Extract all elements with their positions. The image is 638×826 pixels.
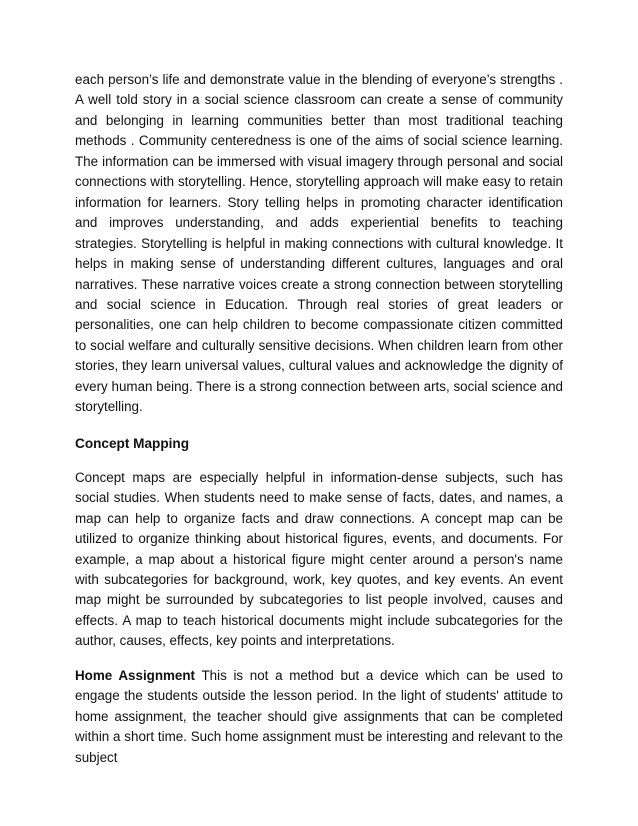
home-assignment-heading: Home Assignment [75,667,196,683]
home-assignment-text: This is not a method but a device which can be used to engage the students outside the lesson period. In the light of students' attitude to home assignment, the teacher should give assignments that can be completed within a short time. Such home assignment must be interesting and relevant to the subject [75,667,563,765]
concept-mapping-paragraph: Concept maps are especially helpful in information-dense subjects, such has social studies. When students need to make sense of facts, dates, and names, a map can help to organize facts and draw connections. A concept map can be utilized to organize thinking about historical figures, events, and documents. For example, a map about a historical figure might center around a person's name with subcategories for background, work, key quotes, and key events. An event map might be surrounded by subcategories to list people involved, causes and effects. A map to teach historical documents might include subcategories for the author, causes, effects, key points and interpretations. [75,469,563,649]
concept-mapping-heading: Concept Mapping [75,435,190,451]
home-assignment-paragraph [75,666,563,768]
storytelling-paragraph: each person’s life and demonstrate value in the blending of everyone’s strengths . A well told story in a social science classroom can create a sense of community and belonging in learning communities better than most traditional teaching methods . Community centeredness is one of the aims of social science learning. The information can be immersed with visual imagery through personal and social connections with storytelling. Hence, storytelling approach will make easy to retain information for learners. Story telling helps in promoting character identification and improves understanding, and adds experiential benefits to teaching strategies. Storytelling is helpful in making connections with cultural knowledge. It helps in making sense of understanding different cultures, languages and oral narratives. These narrative voices create a strong connection between storytelling and social science in Education. Through real stories of great leaders or personalities, one can help children to become compassionate citizen committed to social welfare and culturally sensitive decisions. When children learn from other stories, they learn universal values, cultural values and acknowledge the dignity of every human being. There is a strong connection between arts, social science and storytelling. [75,72,563,415]
document-page [75,70,563,768]
